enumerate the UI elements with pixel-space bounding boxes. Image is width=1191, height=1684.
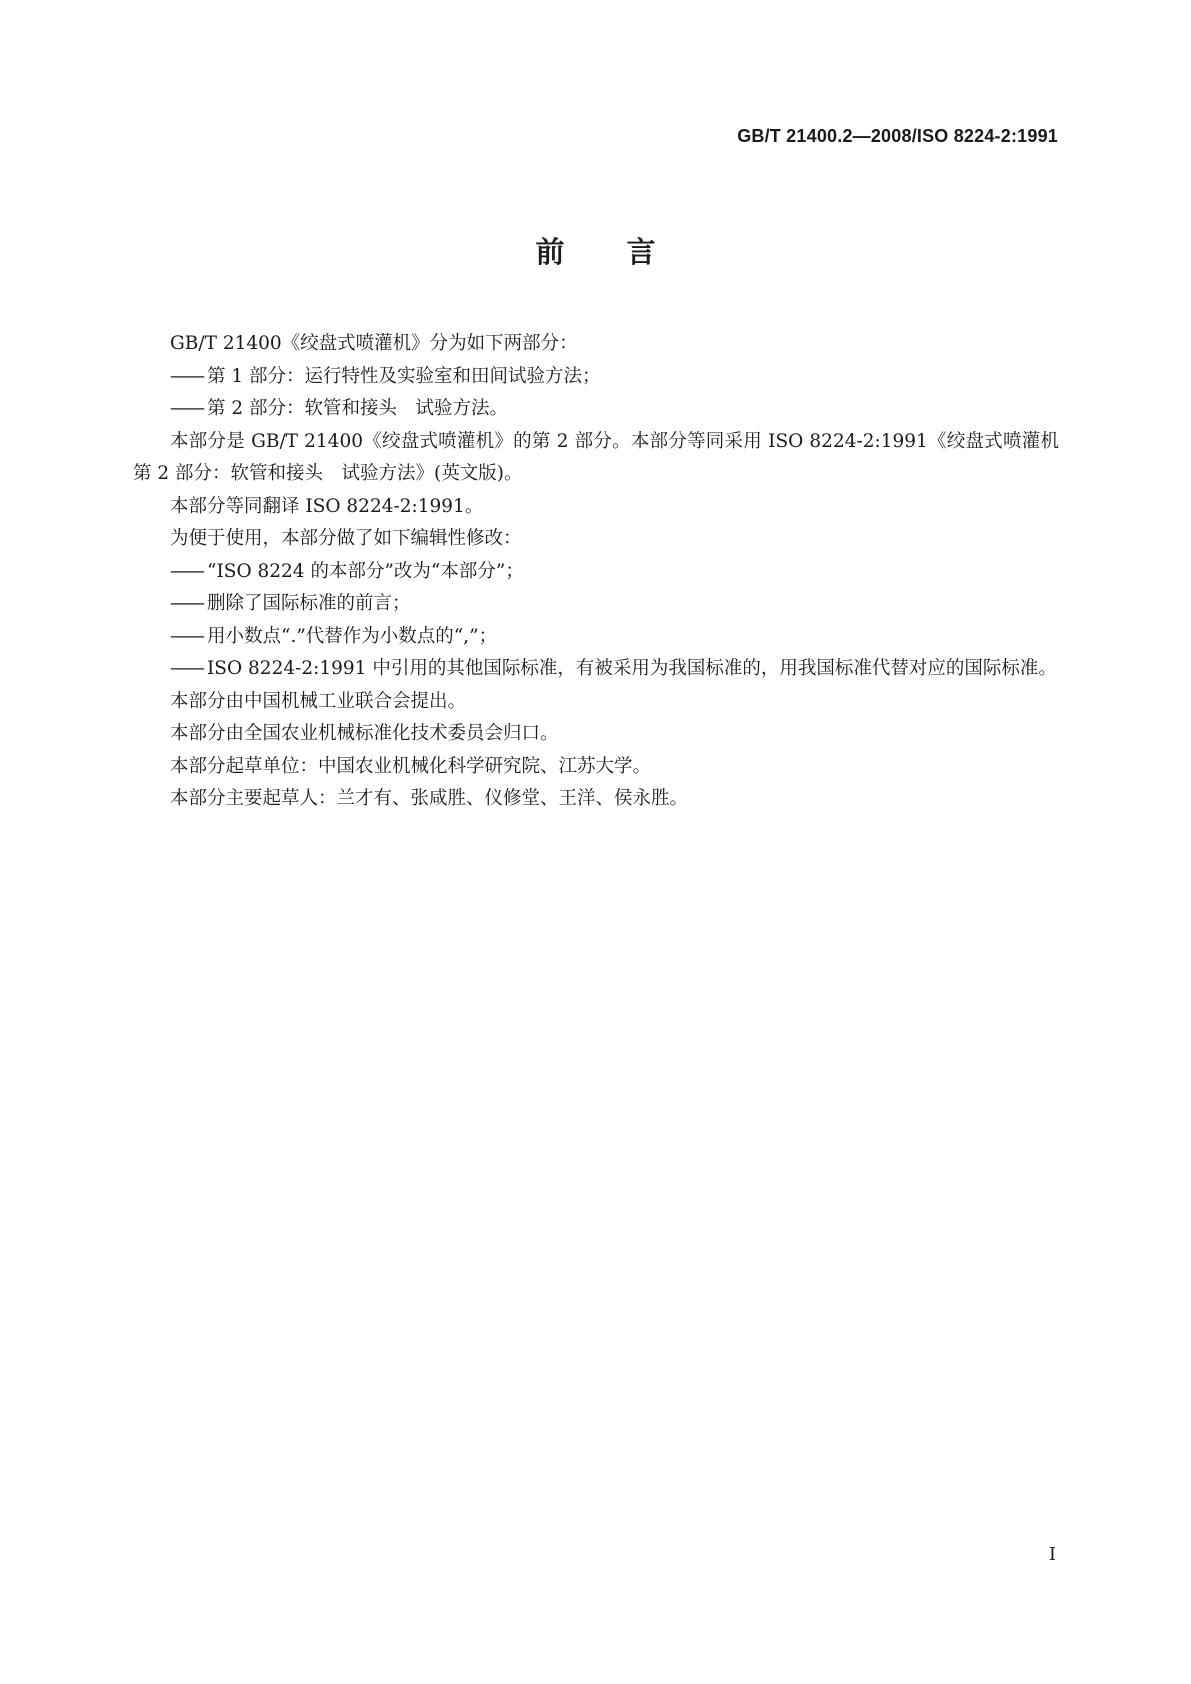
dash-mark: —— xyxy=(170,398,203,419)
edit-list-item-text: ISO 8224-2:1991 中引用的其他国际标准，有被采用为我国标准的，用我国标准代替对应的国际标准。 xyxy=(207,658,1057,679)
foreword-body xyxy=(133,328,1078,816)
adoption-paragraph: 本部分是 GB/T 21400《绞盘式喷灌机》的第 2 部分。本部分等同采用 ISO 8224-2:1991《绞盘式喷灌机 第 2 部分：软管和接头 试验方法》(英文版)。 xyxy=(133,430,1078,484)
part-list-item-text: 第 2 部分：软管和接头 试验方法。 xyxy=(207,398,509,419)
page-title: 前言 xyxy=(535,235,718,269)
dash-mark: —— xyxy=(170,365,203,387)
part-list-item-text: 第 1 部分：运行特性及实验室和田间试验方法； xyxy=(207,365,601,387)
part-list-item xyxy=(133,361,1059,394)
dash-mark: —— xyxy=(170,625,203,647)
edit-list-item-text: 用小数点“.”代替作为小数点的“,”； xyxy=(207,625,498,647)
intro-paragraph: GB/T 21400《绞盘式喷灌机》分为如下两部分： xyxy=(170,333,578,354)
page-number: I xyxy=(1048,1544,1056,1565)
authority-paragraph: 本部分由全国农业机械标准化技术委员会归口。 xyxy=(170,723,559,744)
proposer-paragraph: 本部分由中国机械工业联合会提出。 xyxy=(170,690,467,712)
edit-list-item-text: 删除了国际标准的前言； xyxy=(207,593,411,614)
dash-mark: —— xyxy=(170,560,203,582)
edits-intro-paragraph: 为便于使用，本部分做了如下编辑性修改： xyxy=(170,528,522,549)
edit-list-item xyxy=(133,556,1059,589)
part-list-item xyxy=(133,393,1059,426)
edit-list-item xyxy=(133,621,1059,654)
drafters-paragraph: 本部分主要起草人：兰才有、张咸胜、仪修堂、王洋、侯永胜。 xyxy=(170,788,689,809)
dash-mark: —— xyxy=(170,658,203,679)
dash-mark: —— xyxy=(170,593,203,614)
drafting-units-paragraph: 本部分起草单位：中国农业机械化科学研究院、江苏大学。 xyxy=(170,755,652,777)
edit-list-item-text: “ISO 8224 的本部分”改为“本部分”； xyxy=(207,560,524,582)
translation-paragraph: 本部分等同翻译 ISO 8224-2:1991。 xyxy=(170,495,484,517)
edit-list-item xyxy=(133,588,1059,621)
edit-list-item xyxy=(133,653,1059,686)
document-identifier: GB/T 21400.2—2008/ISO 8224-2:1991 xyxy=(737,126,1058,146)
